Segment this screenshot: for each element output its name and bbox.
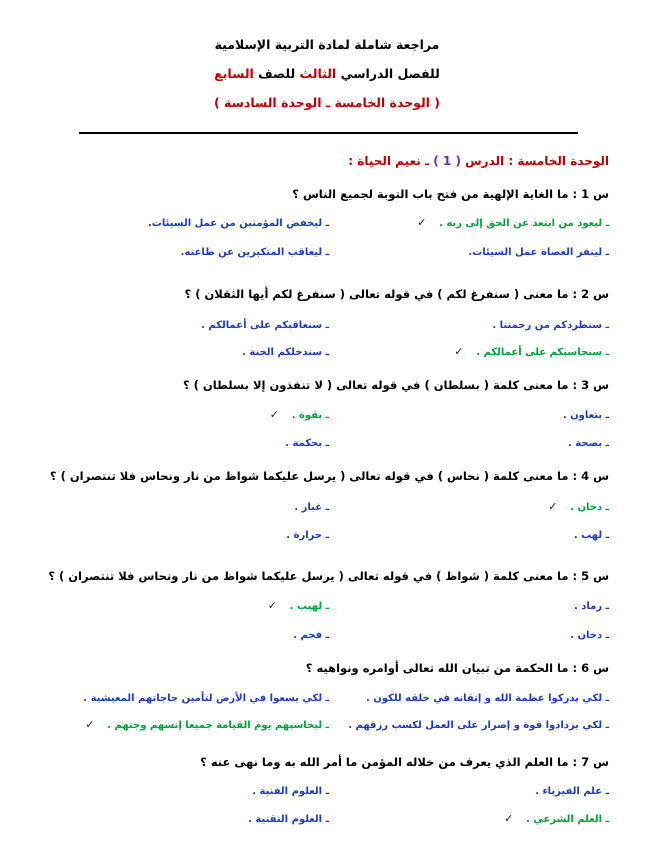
check-mark-icon: ✓: [417, 216, 427, 229]
document-header: [0, 30, 654, 117]
question-6: س 6 : ما الحكمة من تبيان الله تعالى أوامره ونواهيه ؟: [305, 661, 609, 675]
lesson-label: الدرس: [465, 154, 505, 168]
question-3-option-2: ـ بقوة .: [291, 410, 329, 421]
term-grade: السابع: [214, 66, 254, 81]
question-2: س 2 : ما معنى ( سنفرغ لكم ) في قوله تعالى ( سنفرغ لكم أيها الثقلان ) ؟: [184, 287, 609, 301]
question-3: س 3 : ما معنى كلمة ( بسلطان ) في قوله تعالى ( لا تنفذون إلا بسلطان ) ؟: [182, 378, 609, 392]
question-5-option-4: ـ فحم .: [293, 630, 329, 641]
units-line: ( الوحدة الخامسة ـ الوحدة السادسة ): [213, 95, 441, 110]
lesson-heading: [348, 154, 609, 168]
question-4: س 4 : ما معنى كلمة ( نحاس ) في قوله تعالى ( يرسل عليكما شواظ من نار ونحاس فلا تنتصران ) ؟: [49, 469, 609, 483]
question-6-option-2: ـ لكي يسعوا في الأرض لتأمين حاجاتهم المعيشية .: [83, 693, 329, 704]
check-mark-icon: ✓: [454, 345, 464, 358]
question-7-option-2: ـ العلوم الفنية .: [252, 786, 329, 797]
question-3-option-4: ـ بحكمة .: [285, 438, 329, 449]
lesson-title: ـ نعيم الحياة :: [348, 154, 430, 168]
question-4-option-2: ـ غبار .: [294, 502, 329, 513]
question-4-option-3: ـ لهب .: [573, 530, 609, 541]
unit-label: الوحدة الخامسة :: [508, 154, 609, 168]
check-mark-icon: ✓: [504, 812, 514, 825]
lesson-number: ( 1 ): [433, 154, 461, 168]
check-mark-icon: ✓: [269, 408, 279, 421]
question-1-option-3: ـ لينفر العصاة عمل السيئات.: [468, 247, 609, 258]
question-1-option-4: ـ ليعاقب المتكبرين عن طاعته.: [180, 247, 329, 258]
question-7-option-4: ـ العلوم التقنية .: [248, 814, 329, 825]
question-5: س 5 : ما معنى كلمة ( شواظ ) في قوله تعالى ( يرسل عليكما شواظ من نار ونحاس فلا تنتصران ) ؟: [48, 569, 609, 583]
document-title: مراجعة شاملة لمادة التربية الإسلامية: [214, 37, 440, 52]
question-7: س 7 : ما العلم الذي يعرف من خلاله المؤمن ما أمر الله به وما نهى عنه ؟: [200, 755, 609, 769]
question-5-option-1: ـ رماد .: [573, 601, 609, 612]
question-7-option-1: ـ علم الفيزياء .: [535, 786, 609, 797]
question-1-option-2: ـ ليخفض المؤمنين من عمل السيئات.: [148, 218, 329, 229]
question-3-option-3: ـ بصحة .: [567, 438, 609, 449]
check-mark-icon: ✓: [85, 718, 95, 731]
question-3-option-1: ـ بتعاون .: [562, 410, 609, 421]
question-6-option-1: ـ لكي يدركوا عظمة الله و إتقانه في خلقه للكون .: [365, 693, 609, 704]
question-5-option-3: ـ دخان .: [570, 630, 609, 641]
question-4-option-4: ـ حرارة .: [286, 530, 329, 541]
term-line: [0, 59, 654, 88]
question-1-option-1: ـ ليعود من ابتعد عن الحق إلى ربه .: [439, 218, 609, 229]
term-number: الثالث: [299, 66, 337, 81]
question-2-option-2: ـ سنعاقبكم على أعمالكم .: [201, 320, 329, 331]
check-mark-icon: ✓: [548, 500, 558, 513]
question-2-option-4: ـ سندخلكم الجنة .: [242, 347, 329, 358]
question-1: س 1 : ما الغاية الإلهية من فتح باب التوبة لجميع الناس ؟: [292, 187, 609, 201]
term-prefix: للفصل الدراسي: [340, 66, 440, 81]
question-2-option-3: ـ سنحاسبكم على أعمالكم .: [476, 347, 609, 358]
question-2-option-1: ـ سنطردكم من رحمتنا .: [492, 320, 609, 331]
question-7-option-3: ـ العلم الشرعي .: [526, 814, 609, 825]
question-6-option-4: ـ ليحاسبهم يوم القيامة جميعا إنسهم وجنهم .: [107, 720, 329, 731]
question-4-option-1: ـ دخان .: [570, 502, 609, 513]
question-6-option-3: ـ لكي يزدادوا قوة و إصرار على العمل لكسب رزقهم .: [348, 720, 609, 731]
question-5-option-2: ـ لهيب .: [289, 601, 329, 612]
header-divider: [79, 132, 578, 134]
term-middle: للصف: [258, 66, 296, 81]
check-mark-icon: ✓: [267, 599, 277, 612]
